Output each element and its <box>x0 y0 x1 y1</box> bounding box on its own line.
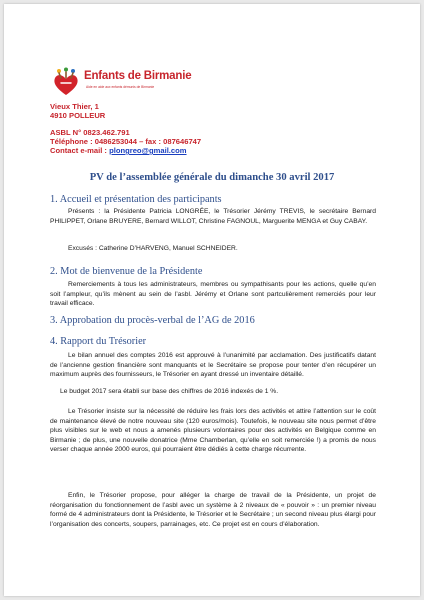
section-3-heading: 3. Approbation du procès-verbal de l’AG de 2016 <box>50 315 255 326</box>
section-4-paragraph-1: Le bilan annuel des comptes 2016 est approuvé à l’unanimité par acclamation. Des justificatifs datant de l’ancienne gestion financière sont manquants et le Secrétaire se propose pour tenter d’en récupérer un maximum auprès des fournisseurs, le Trésorier en ayant dressé un inventaire détaillé. <box>50 352 376 379</box>
asbl-number: ASBL N° 0823.462.791 <box>50 128 130 137</box>
document-page <box>4 4 420 596</box>
logo-name: Enfants de Birmanie <box>84 70 192 82</box>
section-1-present: Présents : la Présidente Patricia LONGRÉE, le Trésorier Jérémy TREVIS, le secrétaire Bernard PHILIPPET, Orlane BRUYERE, Bernard WILLOT, Christine FAGNOUL, Marguerite MENGA et Guy CABAY. <box>50 208 376 225</box>
section-2-heading: 2. Mot de bienvenue de la Présidente <box>50 266 203 277</box>
address-street: Vieux Thier, 1 <box>50 102 99 111</box>
document-title: PV de l’assemblée générale du dimanche 30 avril 2017 <box>89 172 335 183</box>
contact-email-line <box>50 146 187 155</box>
children-heart-logo-icon <box>50 66 82 98</box>
section-2-text: Remerciements à tous les administrateurs, membres ou sympathisants pour les actions, quelle qu’en soit l’ampleur, qu’ils mènent au sein de l’asbl. Jérémy et Orlane sont partculièrement remerciés pour leur travail efficace. <box>50 281 376 308</box>
email-label: Contact e-mail : <box>50 146 110 155</box>
section-1-heading: 1. Accueil et présentation des participants <box>50 194 222 205</box>
address-city: 4910 POLLEUR <box>50 111 106 120</box>
section-4-paragraph-2: Le budget 2017 sera établi sur base des chiffres de 2016 indexés de 1 %. <box>60 388 279 395</box>
phone-fax: Téléphone : 0486253044 – fax : 087646747 <box>50 137 202 146</box>
section-4-paragraph-4: Enfin, le Trésorier propose, pour alléger la charge de travail de la Présidente, un projet de réorganisation du fonctionnement de l’asbl avec un système à 2 niveaux de « pouvoir » : un premier niveau formé de 4 administrateurs dont la Présidente, le Trésorier et le Secrétaire ; un second niveau plus élargi pour l’organisation des concerts, soupers, parrainages, etc. Ce projet est en cours d’élaboration. <box>50 492 376 528</box>
logo-tagline: Aide en aide aux enfants démunis de Birmanie <box>86 85 155 89</box>
section-1-excused: Excusés : Catherine D’HARVENG, Manuel SCHNEIDER. <box>68 245 238 252</box>
organization-logo <box>50 66 210 104</box>
section-4-paragraph-3: Le Trésorier insiste sur la nécessité de réduire les frais lors des activités et attire l’attention sur le coût de maintenance élevé de notre nouveau site (120 euros/mois). Toutefois, le nouveau site nous permet d’être plus visibles sur le web et nous a amenés plusieurs volontaires pour des activités en Belgique comme en Birmanie ; de plus, une nouvelle donatrice (Mme Chamberlan, qu’elle en soit remerciée !) a promis de nous verser chaque année 2000 euros, qui pourraient être dédiés à cette charge récurrente. <box>50 408 376 454</box>
email-link[interactable]: plongreo@gmail.com <box>109 146 187 155</box>
section-4-heading: 4. Rapport du Trésorier <box>50 336 147 347</box>
